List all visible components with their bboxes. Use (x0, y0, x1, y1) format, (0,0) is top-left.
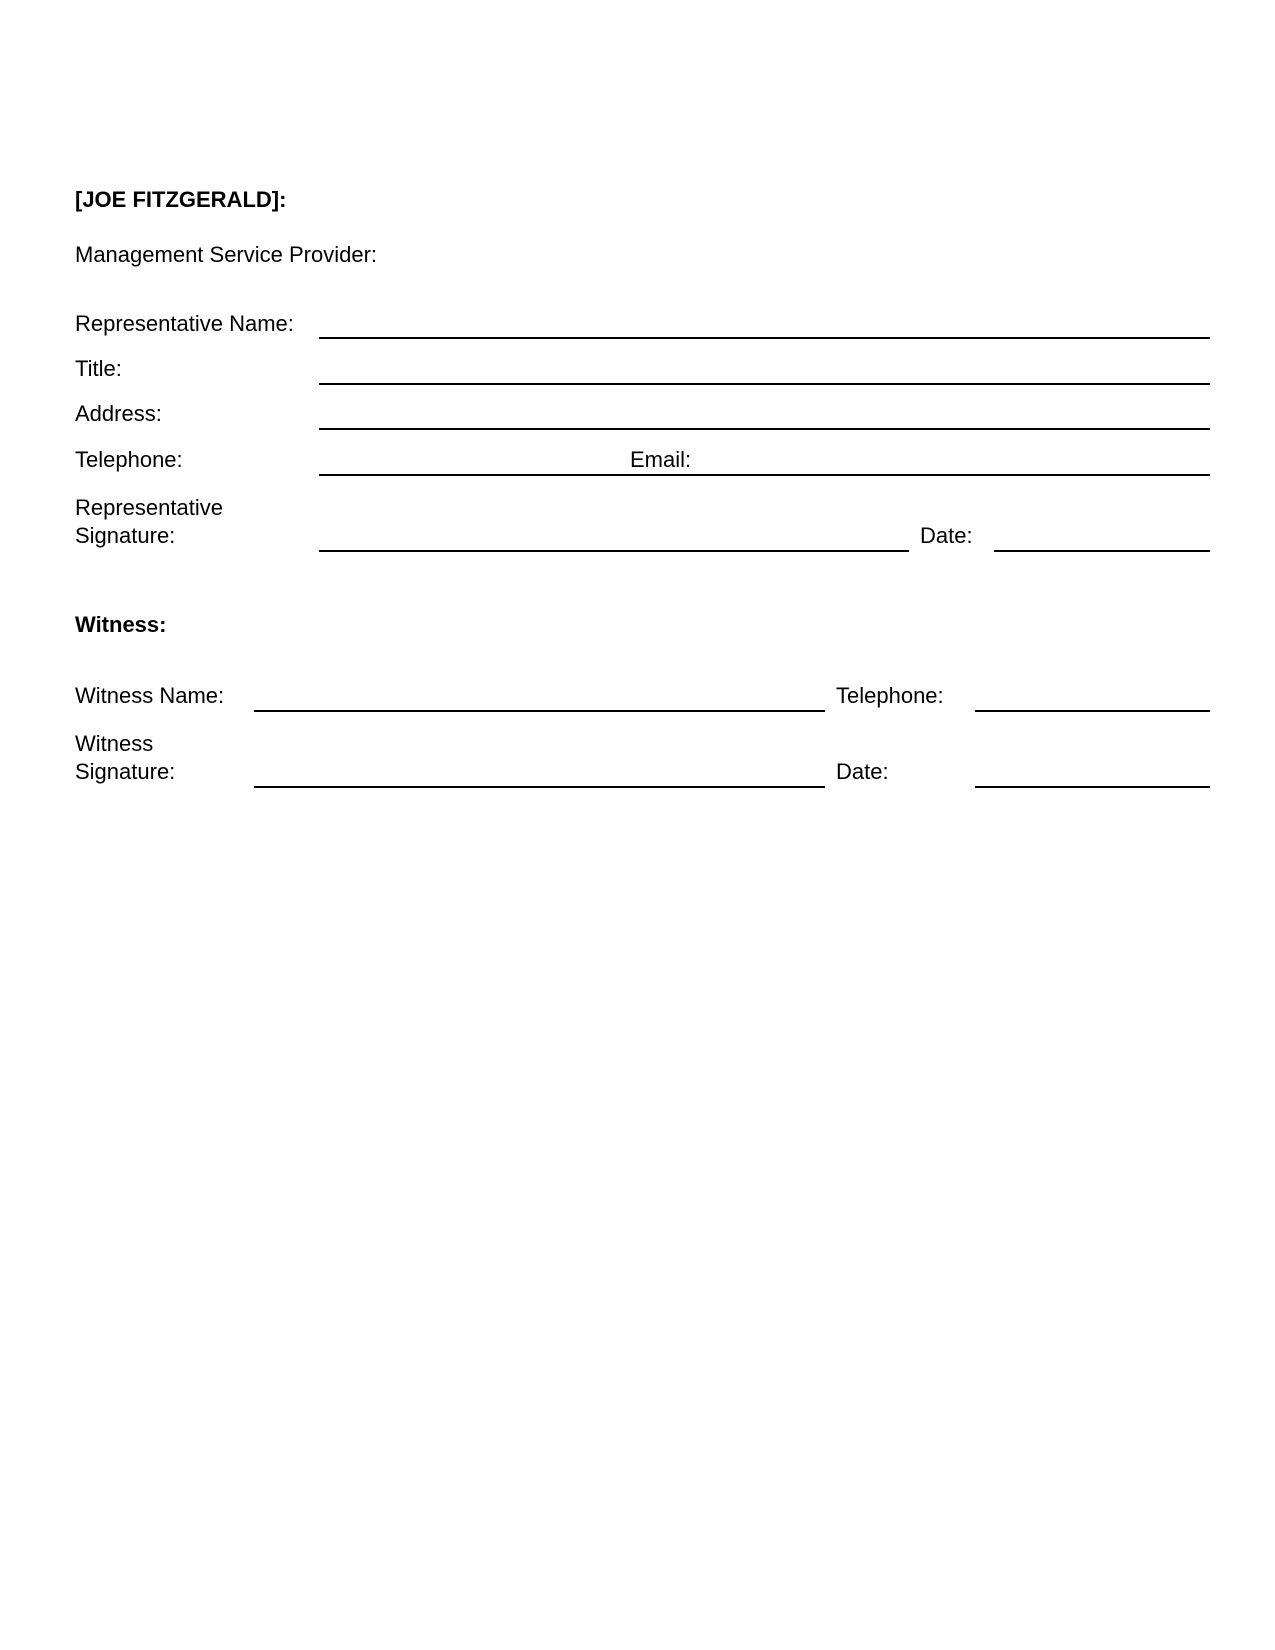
provider-label: Management Service Provider: (75, 242, 378, 267)
address-line[interactable] (319, 428, 1210, 430)
telephone-email-line[interactable] (319, 474, 1210, 476)
witness-date-label: Date: (836, 759, 889, 784)
witness-heading: Witness: (75, 612, 167, 637)
party-heading: [JOE FITZGERALD]: (75, 187, 287, 212)
address-label: Address: (75, 401, 162, 426)
witness-telephone-label: Telephone: (836, 683, 944, 708)
representative-date-line[interactable] (994, 550, 1210, 552)
representative-date-label: Date: (920, 523, 973, 548)
witness-name-line[interactable] (254, 710, 825, 712)
representative-signature-label-line1: Representative (75, 495, 223, 520)
title-label: Title: (75, 356, 122, 381)
witness-telephone-line[interactable] (975, 710, 1210, 712)
representative-name-label: Representative Name: (75, 311, 294, 336)
witness-signature-label-line2: Signature: (75, 759, 176, 784)
witness-signature-line[interactable] (254, 786, 825, 788)
representative-signature-line[interactable] (319, 550, 909, 552)
witness-date-line[interactable] (975, 786, 1210, 788)
representative-signature-label-line2: Signature: (75, 523, 176, 548)
witness-name-label: Witness Name: (75, 683, 225, 708)
email-label: Email: (630, 447, 692, 472)
title-line[interactable] (319, 383, 1210, 385)
representative-name-line[interactable] (319, 337, 1210, 339)
witness-signature-label-line1: Witness (75, 731, 154, 756)
telephone-label: Telephone: (75, 447, 183, 472)
